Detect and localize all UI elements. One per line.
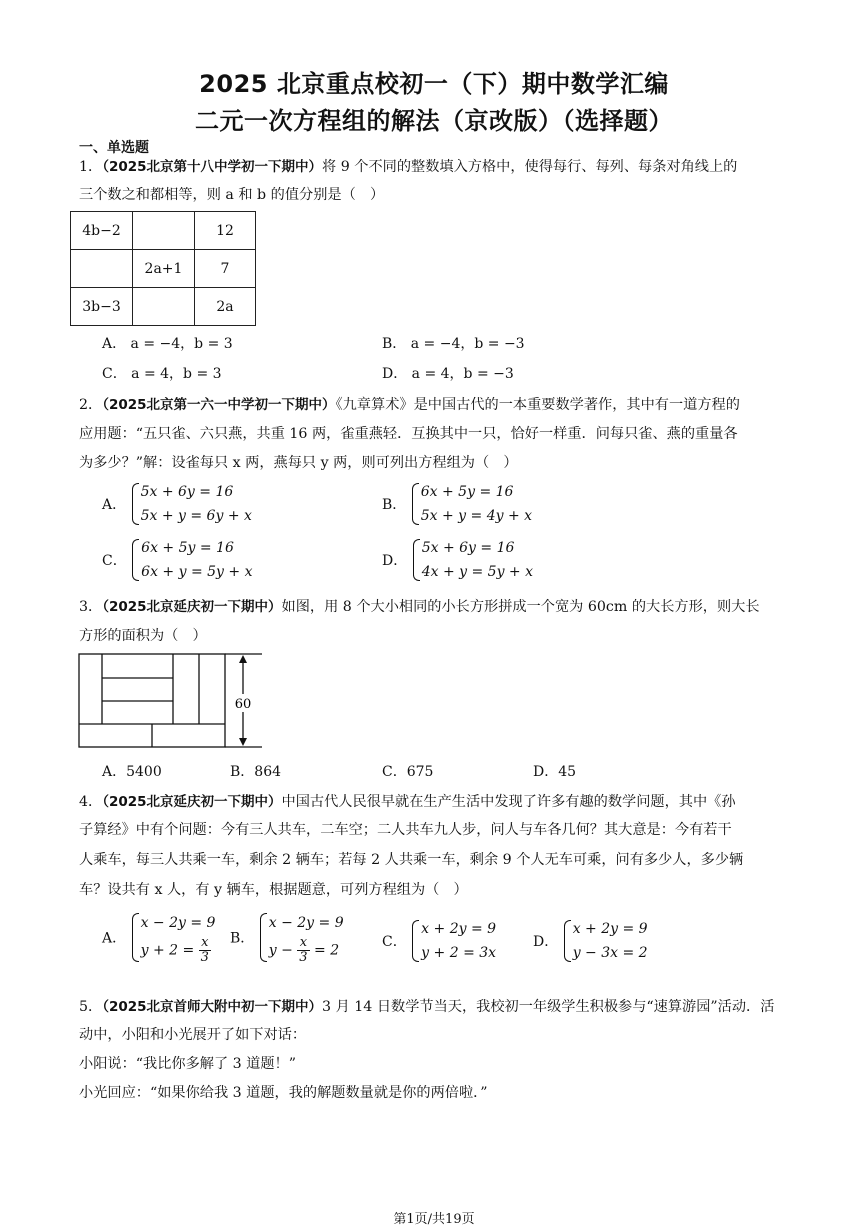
option-b: B．864: [230, 764, 282, 780]
arrow-up-icon: [239, 655, 247, 663]
grid-cell: [133, 288, 195, 326]
option-d: D．45: [533, 764, 577, 780]
option-d: D． a = 4，b = −3: [382, 366, 514, 382]
question-text: 为多少？”解：设雀每只 x 两，燕每只 y 两，则可列出方程组为（ ）: [79, 455, 518, 471]
equation-system: x + 2y = 9 y − 3x = 2: [563, 917, 648, 965]
question-number: 3．: [79, 599, 103, 615]
equation-system: 6x + 5y = 16 6x + y = 5y + x: [131, 536, 252, 584]
option-c: C．675: [382, 764, 434, 780]
option-c: C． a = 4，b = 3: [102, 366, 222, 382]
equation-system: x − 2y = 9 y + 2 = $\frac{x}{3}$: [131, 910, 216, 965]
question-number: 2．: [79, 397, 103, 413]
question-source: （2025北京首师大附中初一下期中）: [102, 999, 323, 1015]
question-1: [79, 155, 737, 176]
magic-square-grid: [70, 211, 256, 326]
grid-cell: 4b−2: [71, 212, 133, 250]
fraction: $\frac{x}{3}$: [200, 935, 209, 965]
dimension-label: 60: [234, 697, 252, 712]
question-source: （2025北京第十八中学初一下期中）: [102, 159, 323, 175]
question-text: 应用题：“五只雀、六只燕，共重 16 两，雀重燕轻．互换其中一只，恰好一样重．问每只雀、燕的重量各: [79, 426, 738, 442]
question-3: [79, 595, 760, 616]
question-text: 将 9 个不同的整数填入方格中，使得每行、每列、每条对角线上的: [322, 159, 738, 175]
question-source: （2025北京延庆初一下期中）: [102, 794, 282, 810]
grid-cell: [133, 212, 195, 250]
option-b: B． 6x + 5y = 16 5x + y = 4y + x: [382, 480, 532, 528]
question-text: 如图，用 8 个大小相同的小长方形拼成一个宽为 60cm 的大长方形，则大长: [281, 599, 760, 615]
question-2: [79, 393, 740, 414]
dialogue-line: 小光回应：“如果你给我 3 道题，我的解题数量就是你的两倍啦．”: [79, 1085, 488, 1101]
question-text: 3 月 14 日数学节当天，我校初一年级学生积极参与“速算游园”活动．活: [322, 999, 775, 1015]
equation-system: x + 2y = 9 y + 2 = 3x: [411, 917, 496, 965]
rectangle-tiling-figure: [76, 650, 266, 752]
question-text: 人乘车，每三人共乘一车，剩余 2 辆车；若每 2 人共乘一车，剩余 9 个人无车可乘，问有多少人，多少辆: [79, 852, 744, 868]
question-text: 《九章算术》是中国古代的一本重要数学著作，其中有一道方程的: [335, 397, 740, 413]
equation-system: 5x + 6y = 16 5x + y = 6y + x: [131, 480, 252, 528]
grid-cell: 12: [195, 212, 256, 250]
question-number: 4．: [79, 794, 103, 810]
option-b: B． a = −4，b = −3: [382, 336, 525, 352]
page-number: 第1页/共19页: [393, 1212, 475, 1227]
option-b: B． x − 2y = 9 y − $\frac{x}{3}$ = 2: [230, 910, 344, 965]
dialogue-line: 小阳说：“我比你多解了 3 道题！”: [79, 1056, 296, 1072]
question-5: [79, 995, 774, 1016]
equation-system: 6x + 5y = 16 5x + y = 4y + x: [411, 480, 532, 528]
question-number: 5．: [79, 999, 103, 1015]
option-d: D． x + 2y = 9 y − 3x = 2: [533, 917, 648, 965]
grid-cell: 2a: [195, 288, 256, 326]
question-4: [79, 790, 736, 811]
question-source: （2025北京第一六一中学初一下期中）: [102, 397, 336, 413]
grid-cell: 7: [195, 250, 256, 288]
option-a: A．5400: [102, 764, 162, 780]
option-c: C． x + 2y = 9 y + 2 = 3x: [382, 917, 496, 965]
option-a: A． a = −4，b = 3: [102, 336, 233, 352]
question-text: 子算经》中有个问题：今有三人共车，二车空；二人共车九人步，问人与车各几何？其大意是：今有若干: [79, 822, 732, 838]
document-title-line2: 二元一次方程组的解法（京改版）（选择题）: [195, 107, 673, 135]
equation-system: x − 2y = 9 y − $\frac{x}{3}$ = 2: [259, 910, 344, 965]
grid-cell: 2a+1: [133, 250, 195, 288]
question-text: 车？设共有 x 人，有 y 辆车，根据题意，可列方程组为（ ）: [79, 882, 468, 898]
grid-cell: [71, 250, 133, 288]
question-text: 方形的面积为（ ）: [79, 628, 207, 644]
section-heading: 一、单选题: [79, 140, 149, 156]
fraction: $\frac{x}{3}$: [299, 935, 308, 965]
grid-cell: 3b−3: [71, 288, 133, 326]
question-number: 1．: [79, 159, 103, 175]
option-c: C． 6x + 5y = 16 6x + y = 5y + x: [102, 536, 253, 584]
question-text: 三个数之和都相等，则 a 和 b 的值分别是（ ）: [79, 187, 385, 203]
arrow-down-icon: [239, 738, 247, 746]
question-text: 动中，小阳和小光展开了如下对话：: [79, 1027, 307, 1043]
option-a: A． 5x + 6y = 16 5x + y = 6y + x: [102, 480, 252, 528]
equation-system: 5x + 6y = 16 4x + y = 5y + x: [412, 536, 533, 584]
option-d: D． 5x + 6y = 16 4x + y = 5y + x: [382, 536, 533, 584]
question-source: （2025北京延庆初一下期中）: [102, 599, 282, 615]
option-a: A． x − 2y = 9 y + 2 = $\frac{x}{3}$: [102, 910, 215, 965]
document-title-line1: 2025 北京重点校初一（下）期中数学汇编: [199, 70, 669, 98]
question-text: 中国古代人民很早就在生产生活中发现了许多有趣的数学问题，其中《孙: [281, 794, 736, 810]
